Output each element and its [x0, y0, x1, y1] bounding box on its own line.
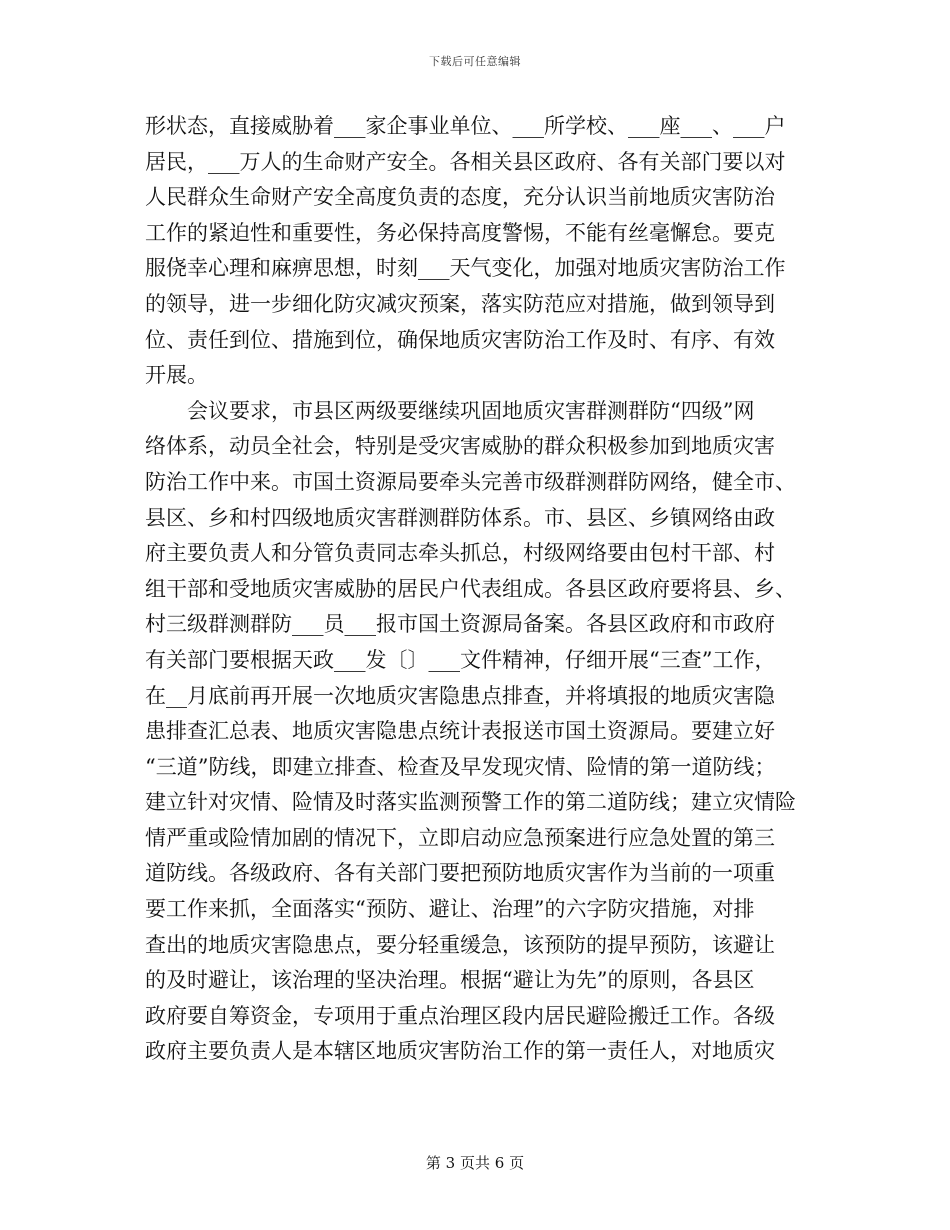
paragraph-first-line: 会议要求，市县区两级要继续巩固地质灾害群测群防“四级”网 — [187, 398, 755, 423]
text-line: 政府主要负责人是本辖区地质灾害防治工作的第一责任人，对地质灾 — [145, 1039, 775, 1064]
text-line: 位、责任到位、措施到位，确保地质灾害防治工作及时、有序、有效 — [145, 327, 775, 352]
page-number: 第 3 页共 6 页 — [425, 1154, 525, 1172]
text-line: 道防线。各级政府、各有关部门要把预防地质灾害作为当前的一项重 — [145, 861, 775, 886]
text-line: 县区、乡和村四级地质灾害群测群防体系。市、县区、乡镇网络由政 — [145, 505, 775, 530]
page-header: 下载后可任意编辑 — [429, 55, 521, 68]
text-line: 防治工作中来。市国土资源局要牵头完善市级群测群防网络，健全市、 — [145, 469, 796, 494]
text-line: 在__月底前再开展一次地质灾害隐患点排查，并将填报的地质灾害隐 — [145, 683, 775, 708]
text-line: 府主要负责人和分管负责同志牵头抓总，村级网络要由包村干部、村 — [145, 541, 775, 566]
text-line: 有关部门要根据天政___发〔〕___文件精神，仔细开展“三查”工作， — [145, 647, 776, 672]
text-line: 人民群众生命财产安全高度负责的态度，充分认识当前地质灾害防治 — [145, 185, 775, 210]
body-text — [145, 109, 795, 1070]
text-line: 开展。 — [145, 363, 208, 388]
text-line: 政府要自筹资金，专项用于重点治理区段内居民避险搬迁工作。各级 — [145, 1003, 775, 1028]
text-line: 服侥幸心理和麻痹思想，时刻___天气变化，加强对地质灾害防治工作 — [145, 256, 786, 281]
text-line: 患排查汇总表、地质灾害隐患点统计表报送市国土资源局。要建立好 — [145, 719, 775, 744]
text-line: 建立针对灾情、险情及时落实监测预警工作的第二道防线；建立灾情险 — [145, 790, 796, 815]
text-line: 查出的地质灾害隐患点，要分轻重缓急，该预防的提早预防，该避让 — [145, 932, 775, 957]
text-line: 的领导，进一步细化防灾减灾预案，落实防范应对措施，做到领导到 — [145, 291, 775, 316]
text-line: “三道”防线，即建立排查、检查及早发现灾情、险情的第一道防线； — [145, 754, 776, 779]
text-line: 形状态，直接威胁着___家企事业单位、___所学校、___座___、___户 — [145, 114, 786, 138]
text-line: 居民，___万人的生命财产安全。各相关县区政府、各有关部门要以对 — [145, 149, 786, 174]
text-line: 村三级群测群防___员___报市国土资源局备案。各县区政府和市政府 — [145, 612, 775, 637]
text-line: 要工作来抓，全面落实“预防、避让、治理”的六字防灾措施，对排 — [145, 897, 755, 922]
text-line: 组干部和受地质灾害威胁的居民户代表组成。各县区政府要将县、乡、 — [145, 576, 796, 601]
text-line: 络体系，动员全社会，特别是受灾害威胁的群众积极参加到地质灾害 — [145, 434, 775, 459]
text-line: 情严重或险情加剧的情况下，立即启动应急预案进行应急处置的第三 — [145, 825, 775, 850]
text-line: 的及时避让，该治理的坚决治理。根据“避让为先”的原则，各县区 — [145, 968, 755, 993]
text-line: 工作的紧迫性和重要性，务必保持高度警惕，不能有丝毫懈怠。要克 — [145, 220, 775, 245]
